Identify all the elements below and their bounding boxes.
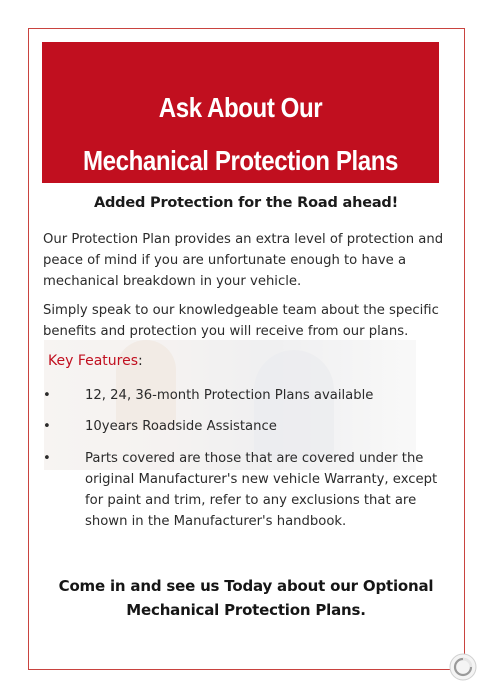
- closing-call-to-action: [0, 574, 492, 622]
- closing-line-1: Come in and see us Today about our Optional: [58, 577, 434, 595]
- feature-text: 10years Roadside Assistance: [85, 419, 277, 434]
- bullet-marker: •: [43, 419, 51, 434]
- speak-to-team-paragraph: Simply speak to our knowledgeable team about the specific benefits and protection you will receive from our plans.: [43, 303, 439, 339]
- key-features-colon: :: [138, 353, 143, 369]
- feature-text: 12, 24, 36-month Protection Plans available: [85, 388, 374, 403]
- banner-title-line-2: Mechanical Protection Plans: [83, 145, 398, 176]
- bullet-marker: •: [43, 388, 51, 403]
- title-banner: [42, 42, 439, 183]
- feature-text: Parts covered are those that are covered under the original Manufacturer's new vehicle Warranty, except for paint and trim, refer to any exclusions that are shown in the Manufacturer's handbook.: [85, 451, 438, 529]
- key-features-heading: [48, 353, 143, 369]
- subheading: Added Protection for the Road ahead!: [93, 195, 399, 211]
- closing-line-2: Mechanical Protection Plans.: [126, 601, 366, 619]
- key-features-label: Key Features: [48, 353, 139, 369]
- circular-logo-icon[interactable]: [448, 652, 478, 682]
- banner-title-line-1: Ask About Our: [158, 92, 323, 123]
- intro-paragraph: Our Protection Plan provides an extra level of protection and peace of mind if you are unfortunate enough to have a mechanical breakdown in your vehicle.: [43, 232, 444, 289]
- bullet-marker: •: [43, 451, 51, 466]
